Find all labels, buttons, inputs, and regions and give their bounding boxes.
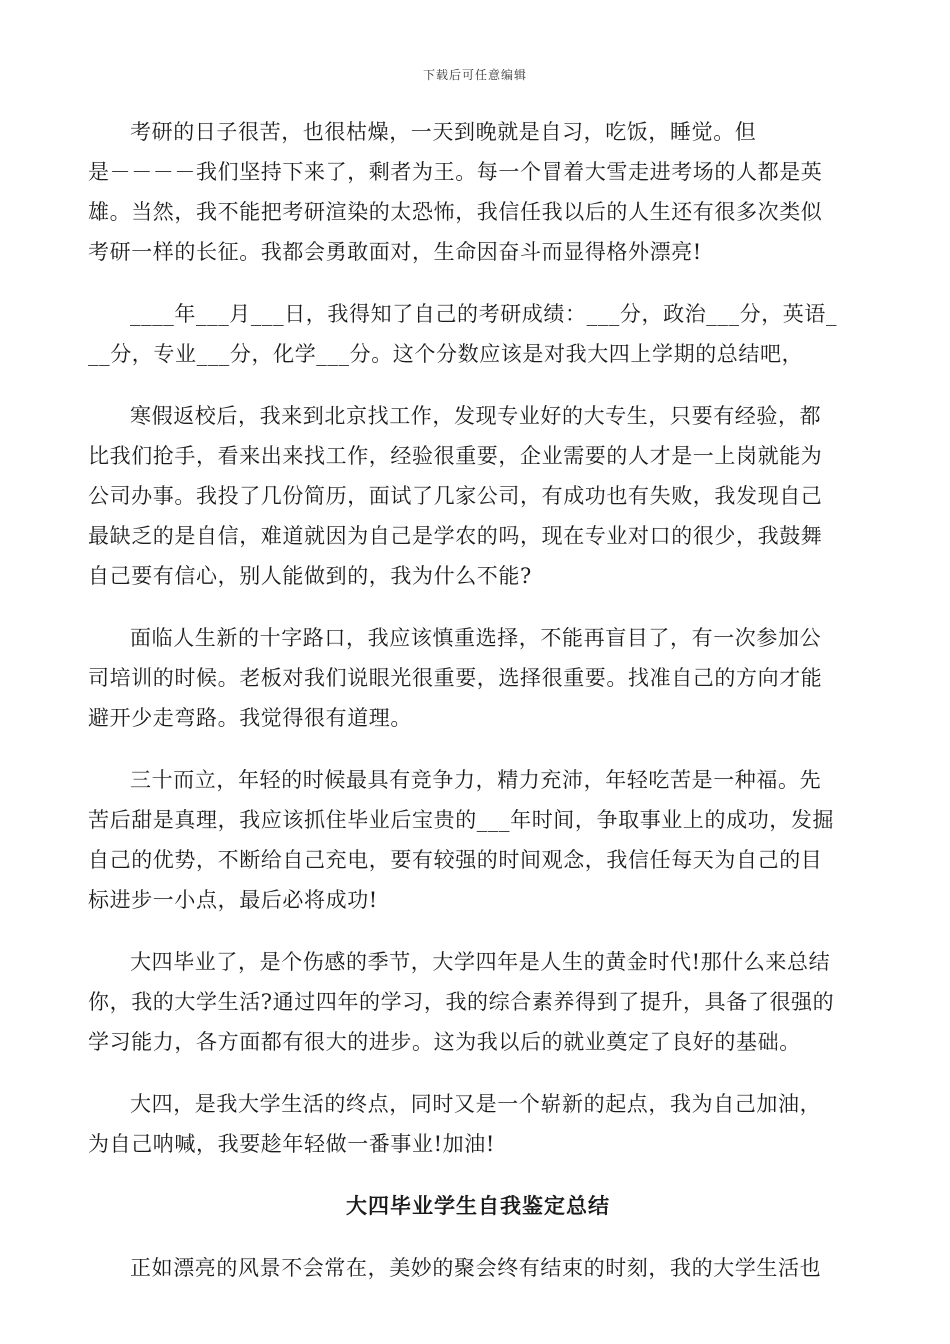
paragraph-line: 面临人生新的十字路口，我应该慎重选择，不能再盲目了，有一次参加公 <box>130 626 822 650</box>
paragraph <box>88 294 868 374</box>
paragraph-line: __分，专业___分，化学___分。这个分数应该是对我大四上学期的总结吧， <box>88 342 804 366</box>
paragraph <box>88 396 868 596</box>
paragraph-line: 最缺乏的是自信，难道就因为自己是学农的吗，现在专业对口的很少，我鼓舞 <box>88 524 823 548</box>
paragraph-line: 考研一样的长征。我都会勇敢面对，生命因奋斗而显得格外漂亮! <box>88 240 702 264</box>
document-body <box>88 112 868 1310</box>
closing-paragraph-container <box>88 1248 868 1288</box>
paragraph-line: 苦后甜是真理，我应该抓住毕业后宝贵的___年时间，争取事业上的成功，发掘 <box>88 808 835 832</box>
paragraph <box>88 1248 868 1288</box>
paragraph-line: 大四毕业了，是个伤感的季节，大学四年是人生的黄金时代!那什么来总结 <box>130 950 831 974</box>
paragraph-line: 为自己呐喊，我要趁年轻做一番事业!加油! <box>88 1132 495 1156</box>
page-header-note: 下载后可任意编辑 <box>422 68 527 82</box>
paragraph-line: 雄。当然，我不能把考研渲染的太恐怖，我信任我以后的人生还有很多次类似 <box>88 200 823 224</box>
paragraph-line: ____年___月___日，我得知了自己的考研成绩：___分，政治___分，英语_ <box>130 302 838 326</box>
paragraph-line: 比我们抢手，看来出来找工作，经验很重要，企业需要的人才是一上岗就能为 <box>88 444 823 468</box>
paragraph <box>88 942 868 1062</box>
paragraph-line: 考研的日子很苦，也很枯燥，一天到晚就是自习，吃饭，睡觉。但 <box>130 120 757 144</box>
paragraph-line: 标进步一小点，最后必将成功! <box>88 888 378 912</box>
paragraph-line: 三十而立，年轻的时候最具有竞争力，精力充沛，年轻吃苦是一种福。先 <box>130 768 822 792</box>
paragraph-line: 是－－－－我们坚持下来了，剩者为王。每一个冒着大雪走进考场的人都是英 <box>88 160 823 184</box>
paragraph-line: 避开少走弯路。我觉得很有道理。 <box>88 706 412 730</box>
paragraph <box>88 112 868 272</box>
paragraph-line: 正如漂亮的风景不会常在，美妙的聚会终有结束的时刻，我的大学生活也 <box>130 1256 822 1280</box>
section-title: 大四毕业学生自我鉴定总结 <box>346 1193 610 1218</box>
paragraph-line: 自己的优势，不断给自己充电，要有较强的时间观念，我信任每天为自己的目 <box>88 848 823 872</box>
paragraph-line: 公司办事。我投了几份简历，面试了几家公司，有成功也有失败，我发现自己 <box>88 484 823 508</box>
paragraph-line: 你，我的大学生活?通过四年的学习，我的综合素养得到了提升，具备了很强的 <box>88 990 835 1014</box>
paragraph-line: 学习能力，各方面都有很大的进步。这为我以后的就业奠定了良好的基础。 <box>88 1030 801 1054</box>
paragraph <box>88 760 868 920</box>
paragraph-list <box>88 112 868 1164</box>
paragraph-line: 寒假返校后，我来到北京找工作，发现专业好的大专生，只要有经验，都 <box>130 404 822 428</box>
paragraph-line: 司培训的时候。老板对我们说眼光很重要，选择很重要。找准自己的方向才能 <box>88 666 823 690</box>
paragraph <box>88 1084 868 1164</box>
paragraph <box>88 618 868 738</box>
paragraph-line: 大四，是我大学生活的终点，同时又是一个崭新的起点，我为自己加油， <box>130 1092 822 1116</box>
paragraph-line: 自己要有信心，别人能做到的，我为什么不能? <box>88 564 532 588</box>
